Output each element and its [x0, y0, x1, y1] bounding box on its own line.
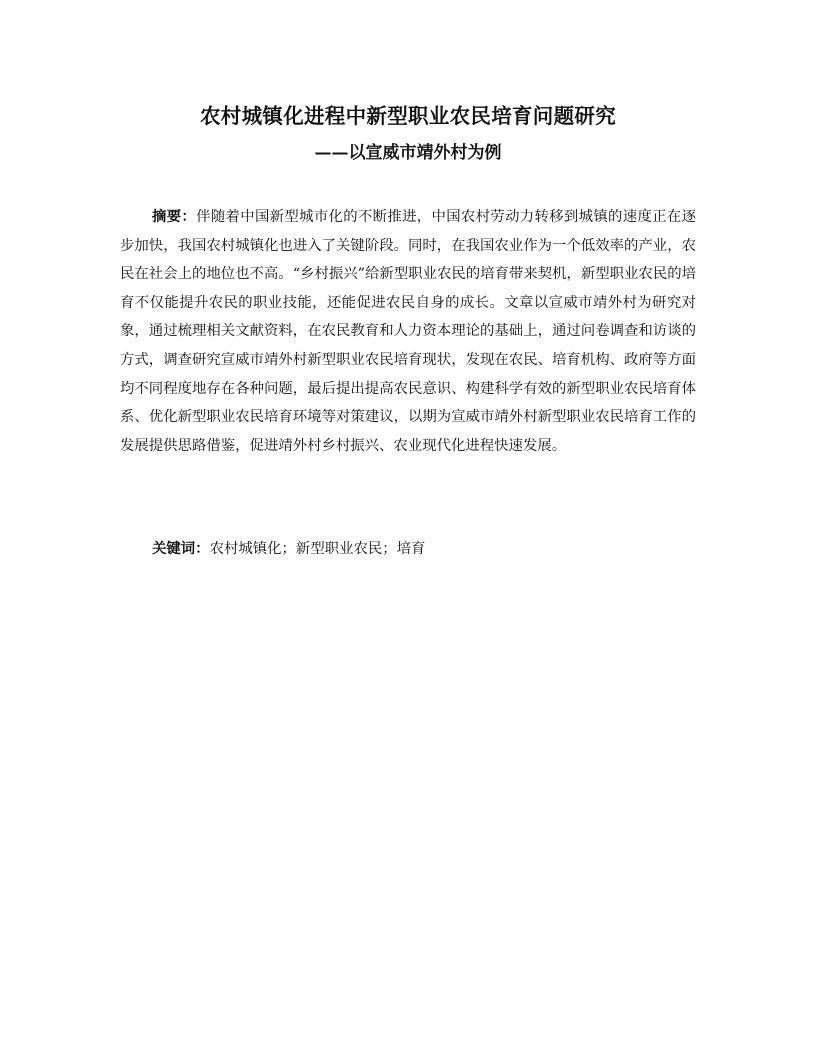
keywords-paragraph: [120, 535, 696, 563]
keywords-text: 农村城镇化；新型职业农民；培育: [209, 541, 426, 557]
keywords-label: 关键词：: [152, 540, 210, 557]
abstract-paragraph: [120, 203, 696, 460]
document-subtitle: ——以宣威市靖外村为例: [314, 143, 502, 163]
abstract-label: 摘要：: [152, 208, 197, 225]
abstract-text: 伴随着中国新型城市化的不断推进，中国农村劳动力转移到城镇的速度正在逐步加快，我国农村城镇化也进入了关键阶段。同时，在我国农业作为一个低效率的产业，农民在社会上的地位也不高。“乡村振兴”给新型职业农民的培育带来契机，新型职业农民的培育不仅能提升农民的职业技能，还能促进农民自身的成长。文章以宣威市靖外村为研究对象，通过梳理相关文献资料，在农民教育和人力资本理论的基础上，通过问卷调查和访谈的方式，调查研究宣威市靖外村新型职业农民培育现状，发现在农民、培育机构、政府等方面均不同程度地存在各种问题，最后提出提高农民意识、构建科学有效的新型职业农民培育体系、优化新型职业农民培育环境等对策建议，以期为宣威市靖外村新型职业农民培育工作的发展提供思路借鉴，促进靖外村乡村振兴、农业现代化进程快速发展。: [120, 209, 696, 454]
document-title: 农村城镇化进程中新型职业农民培育问题研究: [200, 104, 616, 128]
